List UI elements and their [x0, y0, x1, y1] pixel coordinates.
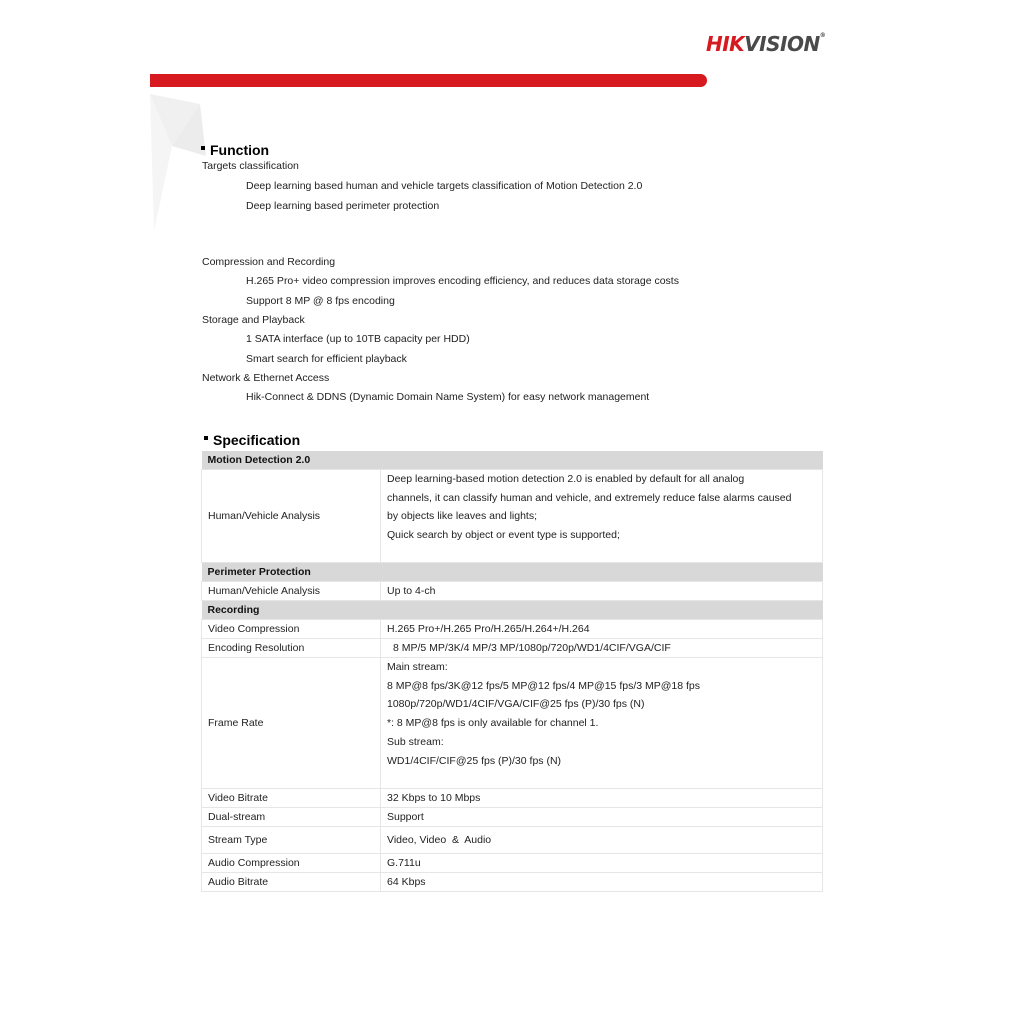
specification-table — [201, 451, 823, 892]
function-heading: Function — [201, 142, 269, 158]
spec-value: 64 Kbps — [381, 873, 823, 892]
function-item: Deep learning based human and vehicle targets classification of Motion Detection 2.0 — [246, 180, 643, 192]
function-group-label: Storage and Playback — [202, 314, 305, 326]
spec-row — [202, 470, 823, 563]
spec-row — [202, 639, 823, 658]
spec-key: Video Compression — [202, 620, 381, 639]
function-item: Deep learning based perimeter protection — [246, 200, 440, 212]
spec-key: Human/Vehicle Analysis — [202, 470, 381, 563]
spec-row — [202, 854, 823, 873]
spec-value: G.711u — [381, 854, 823, 873]
spec-key: Human/Vehicle Analysis — [202, 582, 381, 601]
spec-key: Audio Compression — [202, 854, 381, 873]
spec-row — [202, 658, 823, 789]
spec-value: Main stream: 8 MP@8 fps/3K@12 fps/5 MP@12 fps/4 MP@15 fps/3 MP@18 fps 1080p/720p/WD1/4CIF/VGA/CIF@25 fps (P)/30 fps (N) *: 8 MP@8 fps is only available for channel 1. Sub stream: WD1/4CIF/CIF@25 fps (P)/30 fps (N) — [381, 658, 823, 789]
function-item: Hik-Connect & DDNS (Dynamic Domain Name System) for easy network management — [246, 391, 650, 403]
spec-value: Up to 4-ch — [381, 582, 823, 601]
hikvision-logo: HIKVISION® — [706, 32, 826, 56]
spec-section-header: Recording — [202, 601, 823, 620]
spec-key: Video Bitrate — [202, 789, 381, 808]
spec-key: Audio Bitrate — [202, 873, 381, 892]
spec-row — [202, 582, 823, 601]
spec-value: H.265 Pro+/H.265 Pro/H.265/H.264+/H.264 — [381, 620, 823, 639]
spec-row — [202, 827, 823, 854]
spec-value: Support — [381, 808, 823, 827]
spec-section-header: Perimeter Protection — [202, 563, 823, 582]
spec-row — [202, 873, 823, 892]
header-red-bar — [150, 74, 707, 87]
spec-key: Frame Rate — [202, 658, 381, 789]
function-item: 1 SATA interface (up to 10TB capacity per HDD) — [246, 333, 470, 345]
function-group-label: Network & Ethernet Access — [202, 372, 330, 384]
spec-row — [202, 808, 823, 827]
spec-value: Video, Video & Audio — [381, 827, 823, 854]
function-group-label: Targets classification — [202, 160, 299, 172]
spec-row — [202, 789, 823, 808]
spec-value: 8 MP/5 MP/3K/4 MP/3 MP/1080p/720p/WD1/4CIF/VGA/CIF — [381, 639, 823, 658]
spec-key: Dual-stream — [202, 808, 381, 827]
spec-key: Stream Type — [202, 827, 381, 854]
spec-row — [202, 620, 823, 639]
spec-value: 32 Kbps to 10 Mbps — [381, 789, 823, 808]
function-item: Support 8 MP @ 8 fps encoding — [246, 295, 395, 307]
function-group-label: Compression and Recording — [202, 256, 336, 268]
spec-section-header: Motion Detection 2.0 — [202, 451, 823, 470]
spec-key: Encoding Resolution — [202, 639, 381, 658]
function-item: H.265 Pro+ video compression improves encoding efficiency, and reduces data storage costs — [246, 275, 679, 287]
specification-heading: Specification — [204, 432, 300, 448]
function-item: Smart search for efficient playback — [246, 353, 407, 365]
spec-value: Deep learning-based motion detection 2.0 is enabled by default for all analog channels, it can classify human and vehicle, and extremely reduce false alarms caused by objects like leaves and lights; Quick search by object or event type is supported; — [381, 470, 823, 563]
